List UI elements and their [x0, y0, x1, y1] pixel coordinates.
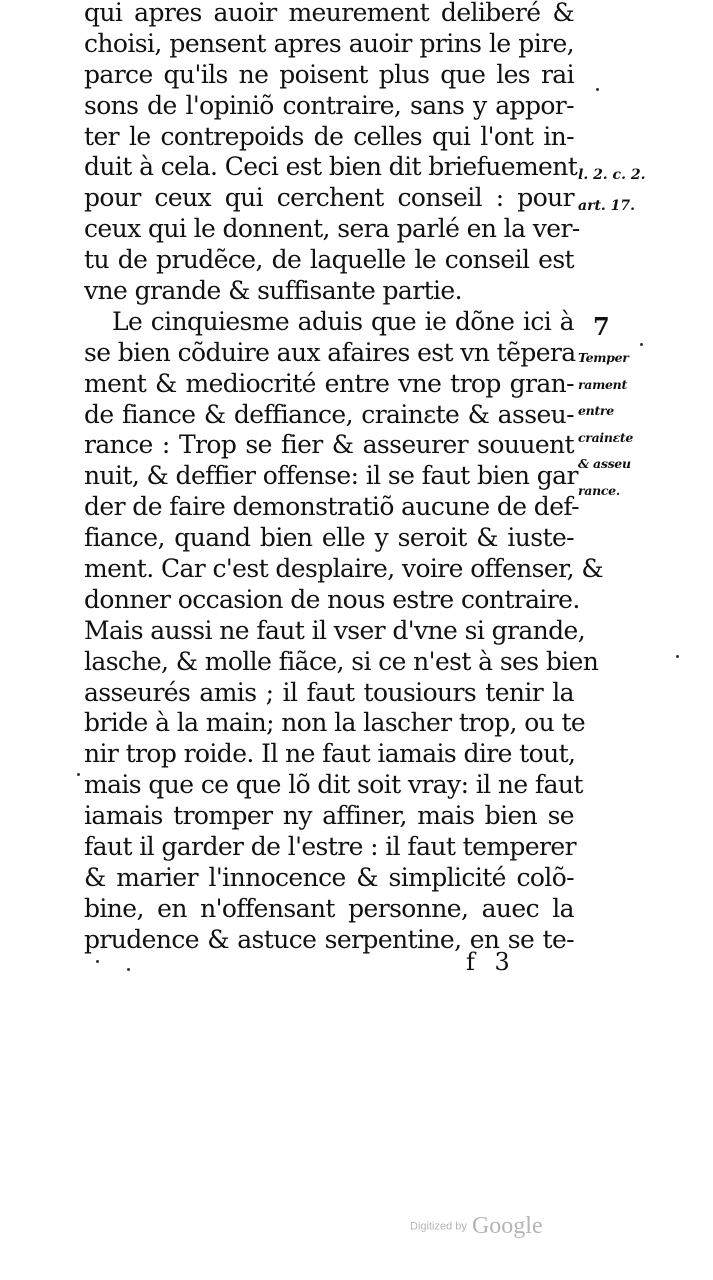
margin-heading-line: rance.	[578, 482, 620, 498]
text-line: ter le contrepoids de celles qui l'ont in-	[84, 121, 574, 151]
text-line: Mais aussi ne faut il vser d'vne si grande,	[84, 615, 586, 645]
text-line: donner occasion de nous estre contraire.	[84, 584, 580, 614]
digitized-watermark	[410, 1213, 543, 1240]
text-line: & marier l'innocence & simplicité colõ-	[84, 862, 574, 892]
margin-heading-line: Temper	[578, 350, 629, 365]
watermark-prefix: Digitized by	[410, 1220, 467, 1233]
text-line: ment. Car c'est desplaire, voire offenser, &	[84, 554, 604, 584]
ink-speck	[596, 88, 599, 91]
margin-reference-line: l. 2. c. 2.	[578, 167, 646, 183]
text-line: iamais tromper ny affiner, mais bien se	[84, 801, 574, 831]
ink-speck	[96, 960, 99, 963]
text-line: parce qu'ils ne poisent plus que les rai	[84, 59, 574, 89]
text-line: der de faire demonstratiõ aucune de def-	[84, 492, 580, 522]
margin-heading-line: crainɛte	[578, 429, 634, 445]
text-line: fiance, quand bien elle y seroit & iuste-	[84, 523, 574, 553]
body-text	[84, 0, 604, 956]
text-line: qui apres auoir meurement deliberé &	[84, 0, 574, 27]
text-line: rance : Trop se fier & asseurer souuent	[84, 430, 574, 460]
marginal-number: 7	[593, 312, 610, 341]
text-line: sons de l'opiniõ contraire, sans y appor-	[84, 90, 574, 120]
text-line: Le cinquiesme aduis que ie dõne ici à	[112, 306, 574, 336]
text-line: bride à la main; non la lascher trop, ou te	[84, 708, 586, 738]
text-line: nir trop roide. Il ne faut iamais dire tout,	[84, 739, 576, 769]
text-line: faut il garder de l'estre : il faut temperer	[84, 832, 576, 862]
text-line: ceux qui le donnent, sera parlé en la ver-	[84, 214, 580, 244]
margin-heading-line: rament	[578, 376, 627, 392]
margin-reference-line: art. 17.	[578, 198, 636, 214]
ink-speck	[676, 655, 679, 658]
ink-speck	[640, 343, 643, 346]
text-line: choisi, pensent apres auoir prins le pire,	[84, 28, 574, 58]
margin-reference	[578, 160, 688, 222]
text-line: vne grande & suffisante partie.	[84, 276, 462, 306]
text-line: se bien cõduire aux afaires est vn tẽpera	[84, 337, 576, 367]
margin-heading-line: entre	[578, 403, 614, 419]
google-logo: Google	[471, 1213, 543, 1239]
text-line: bine, en n'offensant personne, auec la	[84, 893, 574, 923]
ink-speck	[77, 773, 80, 776]
text-line: pour ceux qui cerchent conseil : pour	[84, 183, 574, 213]
margin-heading-line: & asseu	[578, 456, 631, 472]
text-line: de fiance & deffiance, crainɛte & asseu-	[84, 399, 574, 429]
ink-speck	[127, 968, 130, 971]
text-line: nuit, & deffier offense: il se faut bien gar	[84, 461, 578, 491]
text-line: ment & mediocrité entre vne trop gran-	[84, 368, 574, 398]
text-line: mais que ce que lõ dit soit vray: il ne faut	[84, 770, 583, 800]
text-line: asseurés amis ; il faut tousiours tenir la	[84, 677, 574, 707]
margin-heading	[578, 345, 688, 505]
signature-mark: f 3	[466, 948, 516, 976]
text-line: duit à cela. Ceci est bien dit briefuement	[84, 152, 578, 182]
text-line: lasche, & molle fiãce, si ce n'est à ses bien	[84, 646, 599, 676]
text-line: prudence & astuce serpentine, en se te-	[84, 924, 574, 954]
text-line: tu de prudẽce, de laquelle le conseil est	[84, 245, 574, 275]
